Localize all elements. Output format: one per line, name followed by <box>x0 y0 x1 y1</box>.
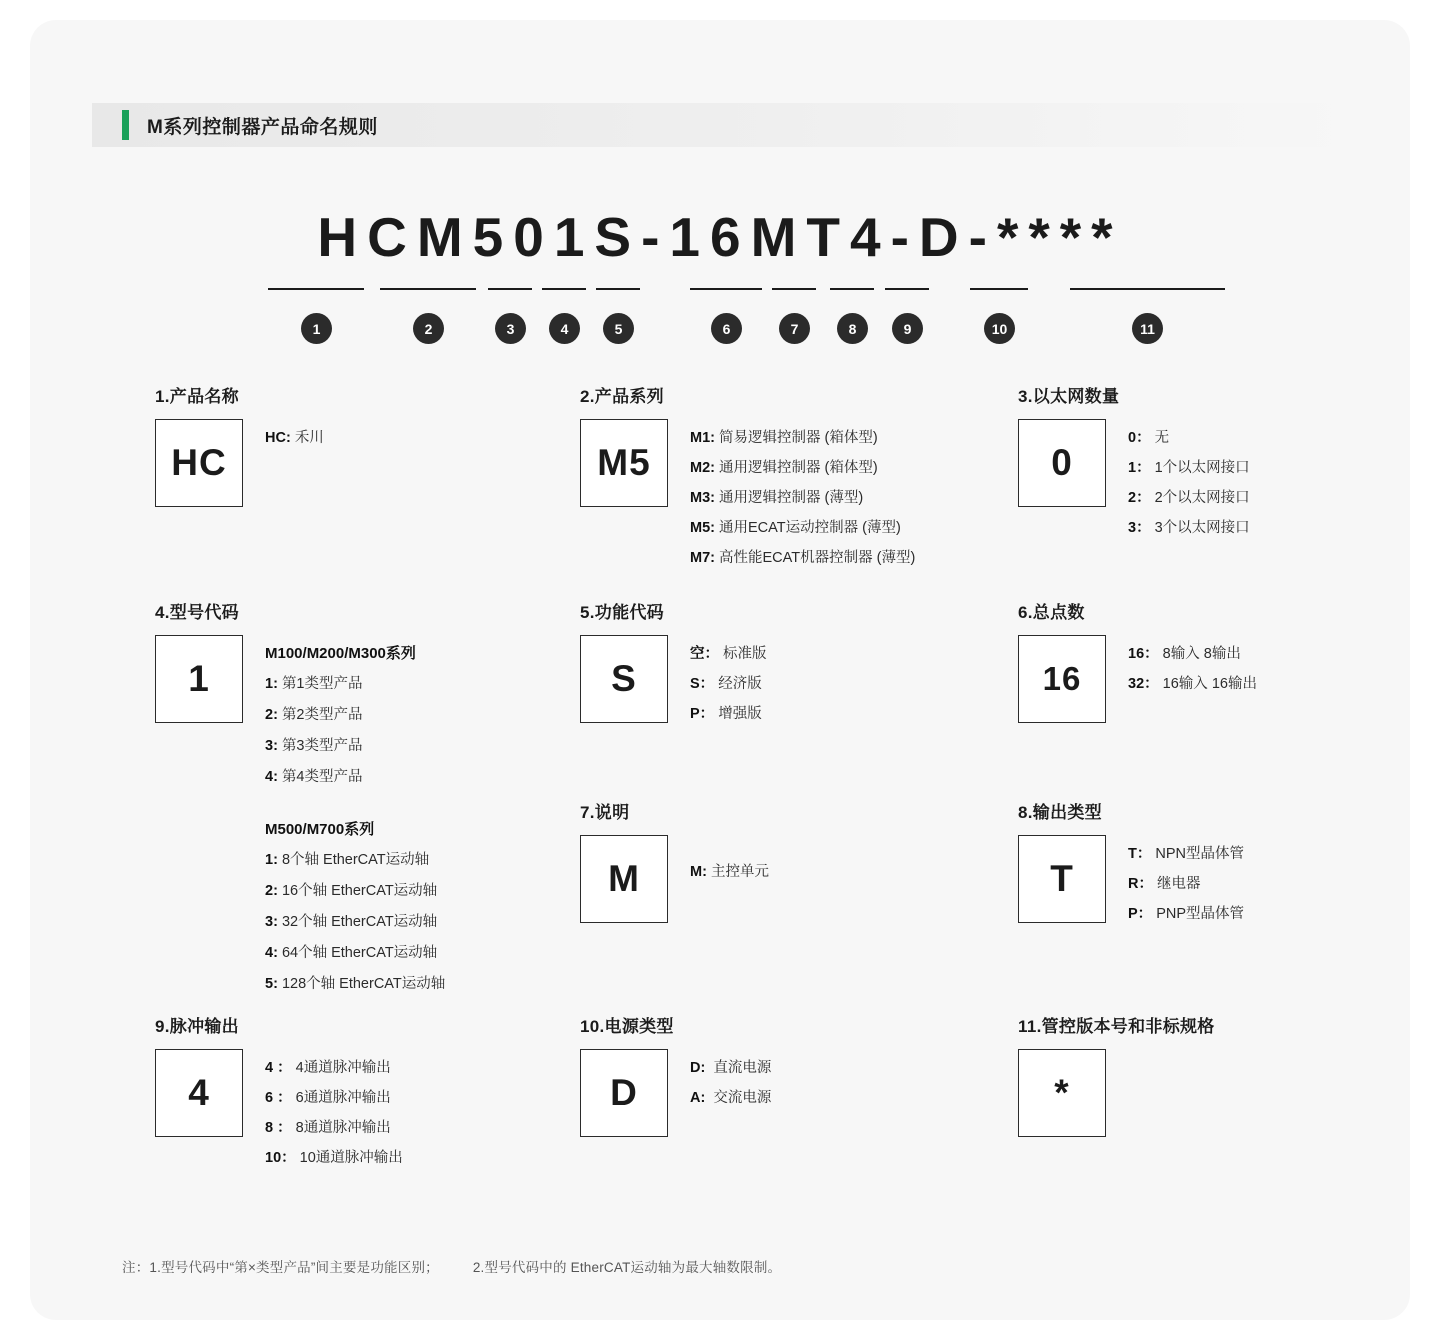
legend-list <box>690 419 915 573</box>
section-power-type <box>580 1012 771 1137</box>
list-item <box>265 669 445 700</box>
section-title: 8.输出类型 <box>1018 803 1102 822</box>
legend-list <box>1128 835 1244 929</box>
code-box: 0 <box>1018 419 1106 507</box>
legend-key: M3: <box>690 490 715 506</box>
list-item <box>265 1143 403 1173</box>
list-item <box>1128 839 1244 869</box>
legend-value: 第2类型产品 <box>281 707 363 723</box>
section-title: 11.管控版本号和非标规格 <box>1018 1017 1215 1036</box>
code-box: M <box>580 835 668 923</box>
legend-key: 8 ： <box>265 1120 292 1136</box>
legend-value: 2个以太网接口 <box>1154 490 1250 506</box>
list-item <box>265 969 445 1000</box>
legend-value: 10通道脉冲输出 <box>299 1150 403 1166</box>
code-box: D <box>580 1049 668 1137</box>
section-title: 2.产品系列 <box>580 387 664 406</box>
badge-10: 10 <box>984 313 1015 344</box>
legend-value: 6通道脉冲输出 <box>295 1090 391 1106</box>
code-box: S <box>580 635 668 723</box>
section-title: 3.以太网数量 <box>1018 387 1120 406</box>
header <box>92 103 1350 147</box>
legend-key: 0： <box>1128 430 1151 446</box>
legend-key: 4: <box>265 945 278 961</box>
legend-key: M1: <box>690 430 715 446</box>
legend-key: 2： <box>1128 490 1151 506</box>
legend-key: A: <box>690 1090 706 1106</box>
footnote-item-2: 2.型号代码中的 EtherCAT运动轴为最大轴数限制。 <box>472 1260 782 1275</box>
legend-list <box>690 635 767 729</box>
legend-group-title: M500/M700系列 <box>265 821 375 838</box>
legend-value: 直流电源 <box>713 1060 772 1076</box>
underline-10 <box>970 288 1028 290</box>
legend-key: 2: <box>265 883 278 899</box>
legend-value: 16个轴 EtherCAT运动轴 <box>281 883 438 899</box>
legend-value: 交流电源 <box>713 1090 772 1106</box>
list-item <box>1128 423 1250 453</box>
badge-3: 3 <box>495 313 526 344</box>
legend-key: 6 ： <box>265 1090 292 1106</box>
code-box: M5 <box>580 419 668 507</box>
list-item <box>265 938 445 969</box>
legend-key: 5: <box>265 976 278 992</box>
code-box: 4 <box>155 1049 243 1137</box>
page-card <box>30 20 1410 1320</box>
code-underlines <box>30 288 1410 291</box>
legend-value: 第1类型产品 <box>281 676 363 692</box>
legend-value: 经济版 <box>718 676 762 692</box>
legend-value: 4通道脉冲输出 <box>295 1060 391 1076</box>
legend-key: D: <box>690 1060 706 1076</box>
code-box: 16 <box>1018 635 1106 723</box>
legend-key: 2: <box>265 707 278 723</box>
code-box: * <box>1018 1049 1106 1137</box>
badge-5: 5 <box>603 313 634 344</box>
section-total-points <box>1018 598 1257 723</box>
legend-value: 简易逻辑控制器 (箱体型) <box>719 430 878 446</box>
legend-key: 3： <box>1128 520 1151 536</box>
legend-key: 4 ： <box>265 1060 292 1076</box>
legend-key: M5: <box>690 520 715 536</box>
legend-value: 通用逻辑控制器 (箱体型) <box>719 460 878 476</box>
badge-6: 6 <box>711 313 742 344</box>
list-item <box>1128 453 1250 483</box>
legend-key: 3: <box>265 738 278 754</box>
footnote-prefix: 注： <box>122 1260 150 1275</box>
list-item <box>265 876 445 907</box>
legend-value: 通用逻辑控制器 (薄型) <box>719 490 864 506</box>
legend-value: 主控单元 <box>710 864 769 880</box>
legend-key: P： <box>690 706 715 722</box>
legend-value: 8输入 8输出 <box>1162 646 1241 662</box>
code-box: HC <box>155 419 243 507</box>
legend-value: 第4类型产品 <box>281 769 363 785</box>
list-item <box>690 857 769 887</box>
list-item <box>690 1053 771 1083</box>
list-item <box>265 1053 403 1083</box>
legend-key: 16： <box>1128 646 1159 662</box>
badge-4: 4 <box>549 313 580 344</box>
section-title: 9.脉冲输出 <box>155 1017 239 1036</box>
list-item <box>265 731 445 762</box>
legend-value: 32个轴 EtherCAT运动轴 <box>281 914 438 930</box>
list-item <box>265 1113 403 1143</box>
badge-8: 8 <box>837 313 868 344</box>
legend-key: 1： <box>1128 460 1151 476</box>
legend-list <box>265 419 324 453</box>
badge-9: 9 <box>892 313 923 344</box>
legend-list <box>265 635 445 1000</box>
legend-key: 1: <box>265 676 278 692</box>
list-item <box>1128 669 1257 699</box>
underline-2 <box>380 288 476 290</box>
legend-key: M7: <box>690 550 715 566</box>
legend-key: 3: <box>265 914 278 930</box>
section-version-and-nonstandard <box>1018 1012 1215 1137</box>
underline-3 <box>488 288 532 290</box>
legend-value: 第3类型产品 <box>281 738 363 754</box>
list-item <box>690 483 915 513</box>
section-title: 4.型号代码 <box>155 603 239 622</box>
section-title: 10.电源类型 <box>580 1017 674 1036</box>
section-title: 1.产品名称 <box>155 387 239 406</box>
underline-11 <box>1070 288 1225 290</box>
underline-5 <box>596 288 640 290</box>
legend-key: S： <box>690 676 715 692</box>
section-product-name <box>155 382 324 507</box>
list-item <box>1128 869 1244 899</box>
legend-value: 8通道脉冲输出 <box>295 1120 391 1136</box>
legend-key: P： <box>1128 906 1153 922</box>
list-item <box>690 639 767 669</box>
legend-key: T： <box>1128 846 1152 862</box>
legend-value: 16输入 16输出 <box>1162 676 1257 692</box>
legend-value: 通用ECAT运动控制器 (薄型) <box>719 520 901 536</box>
section-title: 6.总点数 <box>1018 603 1085 622</box>
legend-key: 32： <box>1128 676 1159 692</box>
badge-row <box>30 313 1410 347</box>
underline-6 <box>690 288 762 290</box>
list-item <box>1128 513 1250 543</box>
legend-key: 空： <box>690 646 719 662</box>
legend-value: 继电器 <box>1157 876 1201 892</box>
section-product-series <box>580 382 915 573</box>
badge-7: 7 <box>779 313 810 344</box>
legend-list <box>690 835 769 887</box>
section-title: 5.功能代码 <box>580 603 664 622</box>
legend-value: 标准版 <box>723 646 767 662</box>
section-description <box>580 798 769 923</box>
code-box: T <box>1018 835 1106 923</box>
legend-key: 1: <box>265 852 278 868</box>
legend-list <box>1128 419 1250 543</box>
section-output-type <box>1018 798 1244 929</box>
list-item <box>1128 639 1257 669</box>
underline-8 <box>830 288 874 290</box>
legend-value: 64个轴 EtherCAT运动轴 <box>281 945 438 961</box>
legend-value: 128个轴 EtherCAT运动轴 <box>281 976 446 992</box>
list-item <box>690 543 915 573</box>
section-pulse-output <box>155 1012 403 1173</box>
underline-1 <box>268 288 364 290</box>
list-item <box>690 513 915 543</box>
legend-key: M2: <box>690 460 715 476</box>
list-item <box>1128 899 1244 929</box>
legend-value: 增强版 <box>718 706 762 722</box>
list-item <box>690 699 767 729</box>
list-item <box>265 762 445 793</box>
underline-4 <box>542 288 586 290</box>
list-item <box>690 1083 771 1113</box>
legend-list <box>1128 635 1257 699</box>
badge-1: 1 <box>301 313 332 344</box>
list-item <box>265 423 324 453</box>
list-item <box>1128 483 1250 513</box>
header-accent-bar <box>122 110 129 140</box>
code-box: 1 <box>155 635 243 723</box>
section-ethernet-count <box>1018 382 1250 543</box>
product-code: HCM501S-16MT4-D-**** <box>317 206 1123 268</box>
section-function-code <box>580 598 767 729</box>
section-model-code <box>155 598 445 1000</box>
legend-list <box>265 1049 403 1173</box>
footnote <box>122 1256 781 1276</box>
legend-key: HC: <box>265 430 291 446</box>
legend-value: 高性能ECAT机器控制器 (薄型) <box>719 550 916 566</box>
section-title: 7.说明 <box>580 803 630 822</box>
underline-7 <box>772 288 816 290</box>
legend-value: 无 <box>1154 430 1170 446</box>
legend-key: 10： <box>265 1150 296 1166</box>
legend-value: 1个以太网接口 <box>1154 460 1250 476</box>
legend-key: 4: <box>265 769 278 785</box>
list-item <box>265 907 445 938</box>
list-item <box>265 700 445 731</box>
list-item <box>690 453 915 483</box>
legend-value: PNP型晶体管 <box>1156 906 1245 922</box>
legend-list <box>690 1049 771 1113</box>
legend-key: R： <box>1128 876 1153 892</box>
list-item <box>690 423 915 453</box>
underline-9 <box>885 288 929 290</box>
legend-key: M: <box>690 864 707 880</box>
list-item <box>265 845 445 876</box>
badge-11: 11 <box>1132 313 1163 344</box>
page-title: M系列控制器产品命名规则 <box>147 116 378 138</box>
badge-2: 2 <box>413 313 444 344</box>
footnote-item-1: 1.型号代码中“第×类型产品”间主要是功能区别； <box>149 1260 439 1275</box>
list-item <box>265 1083 403 1113</box>
legend-value: 3个以太网接口 <box>1154 520 1250 536</box>
legend-value: 禾川 <box>294 430 324 446</box>
legend-value: NPN型晶体管 <box>1155 846 1245 862</box>
legend-value: 8个轴 EtherCAT运动轴 <box>281 852 430 868</box>
list-item <box>690 669 767 699</box>
legend-group-title: M100/M200/M300系列 <box>265 645 416 662</box>
